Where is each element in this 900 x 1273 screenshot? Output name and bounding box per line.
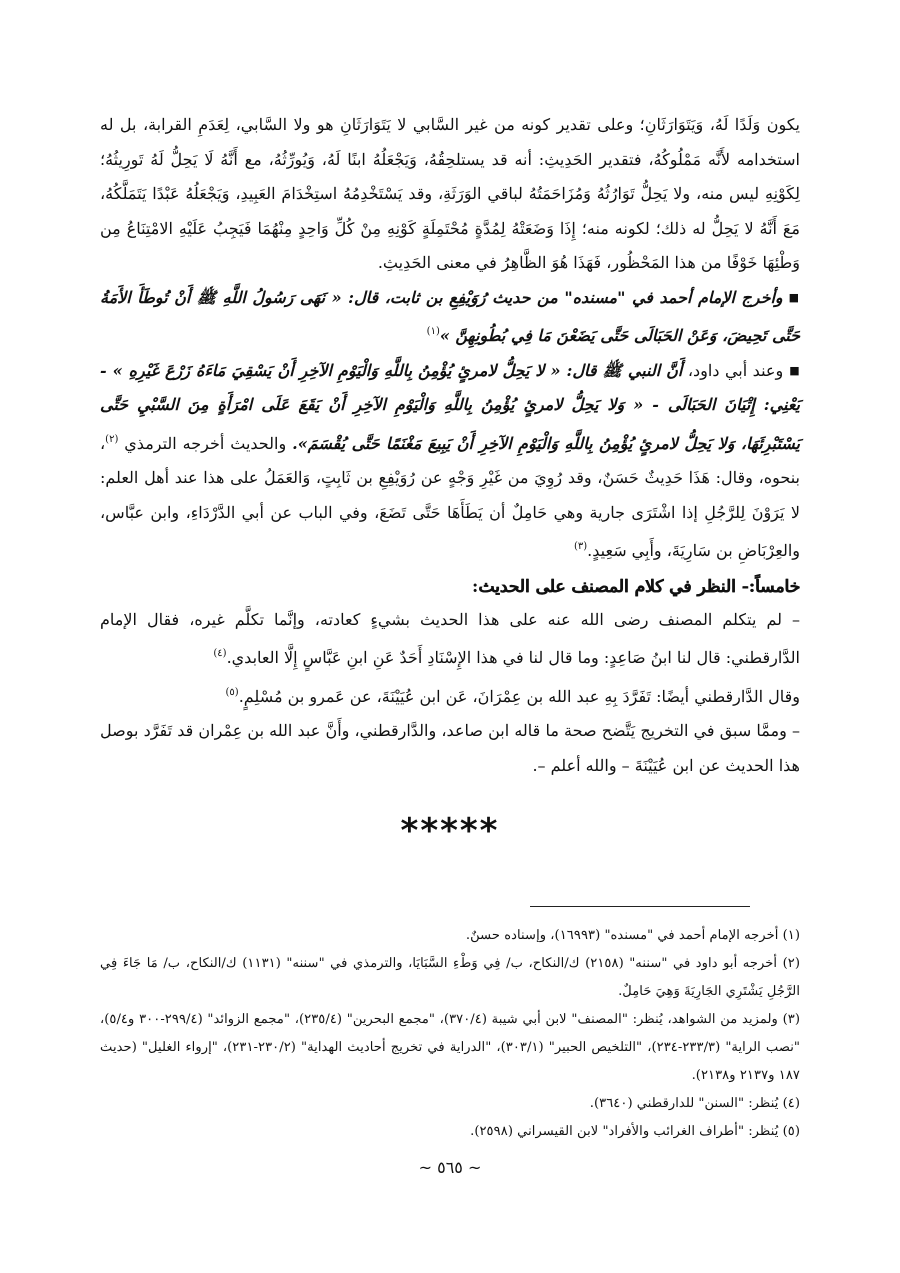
footnote-5: (٥) يُنظر: "أطراف الغرائب والأفراد" لابن القيسراني (٢٥٩٨). bbox=[470, 1124, 800, 1139]
footnote-1: (١) أخرجه الإمام أحمد في "مسنده" (١٦٩٩٣)، وإسناده حسنٌ. bbox=[465, 928, 800, 943]
footnote-ref-3: (٣) bbox=[573, 541, 588, 552]
section-heading-label: خامساً:- النظر في كلام المصنف على الحديث bbox=[478, 576, 800, 597]
tirmidhi-text-a: والحديث أخرجه الترمذي bbox=[118, 433, 293, 453]
section-heading-colon: : bbox=[471, 576, 479, 597]
footnote-2: (٢) أخرجه أبو داود في "سننه" (٢١٥٨) ك/النكاح، ب/ فِي وَطْءِ السَّبَايَا، والترمذي في "سننه" (١١٣١) ك/النكاح، ب/ مَا جَاءَ فِي الرَّجُلِ يَشْتَرِي الجَارِيَةَ وَهِيَ حَامِلٌ. bbox=[100, 956, 800, 999]
paragraph-1: يكون وَلَدًا لَهُ، وَيَتَوَارَثَانِ؛ وعلى تقدير كونه من غير السَّابي لا يَتَوَارَثَانِ هو ولا السَّابي، لِعَدَمِ القرابة، بل له استخدامه لأَنَّه مَمْلُوكُهُ، فتقدير الحَدِيثِ: أنه قد يستلحِقُهُ، وَيَجْعَلُهُ ابنًا لَهُ، وَيُورِّثُهُ، مع أَنَّهُ لَا يَحِلُّ لَهُ تَورِيثُهُ؛ لِكَوْنِهِ ليس منه، ولا يَحِلُّ تَوَارُثُهُ وَمُزَاحَمَتُهُ لباقي الوَرَثَةِ، وقد يَسْتَخْدِمُهُ استِخْدَامَ العَبِيدِ، وَيَجْعَلُهُ عَبْدًا يَتَمَلَّكُهُ، مَعَ أَنَّهُ لا يَحِلُّ له ذلك؛ لكونه منه؛ إِذَا وَضَعَتْهُ لِمُدَّةٍ مُحْتَمِلَةٍ كَوْنِهِ مِنْ كُلِّ وَاحِدٍ مِنْهُمَا فَيَجِبُ عَلَيْهِ الامْتِنَاعُ مِن وَطْئِهَا خَوْفًا من هذا المَحْظُور، فَهَذَا هُوَ الظَّاهِرُ في معنى الحَدِيثِ. bbox=[100, 115, 801, 272]
footnote-ref-1: (١) bbox=[426, 326, 440, 337]
daraqutni-text-1: – لم يتكلم المصنف رضى الله عنه على هذا الحديث بشيءٍ كعادته، وإنَّما تكلَّم غيره، فقال الإمام الدَّارقطني: قال لنا ابنُ صَاعِدٍ: وما قال لنا في هذا الإِسْنَادِ أَحَدٌ عَنِ ابنِ عَبَّاسٍ إِلَّا العابدي. bbox=[100, 609, 800, 667]
tirmidhi-text-b: ، بنحوه، وقال: هَذَا حَدِيثٌ حَسَنٌ، وقد رُوِيَ من غَيْرِ وَجْهٍ عن رُوَيْفِعِ بن ثَابِتٍ، وَالعَمَلُ على هذا عند أهل العلم: لا يَرَوْنَ لِلرَّجُلِ إذا اشْتَرَى جارية وهي حَامِلٌ أن يَطَأَهَا حَتَّى تَضَعَ، وفي الباب عن أبي الدَّرْدَاءِ، وابن عبَّاس، والعِرْبَاضِ بن سَارِيَةَ، وأَبِي سَعِيدٍ. bbox=[100, 433, 800, 560]
footnote-ref-4: (٤) bbox=[213, 648, 227, 659]
footnote-ref-5: (٥) bbox=[225, 686, 239, 698]
footnote-divider bbox=[530, 906, 750, 907]
paragraph-abu-dawud bbox=[100, 354, 800, 569]
footnote-3: (٣) ولمزيد من الشواهد، يُنظر: "المصنف" لابن أبي شيبة (٣٧٠/٤)، "مجمع البحرين" (٢٣٥/٤)، "مجمع الزوائد" (٢٩٩/٤-٣٠٠ و٥/٤)، "نصب الراية" (٢٣٣/٣-٢٣٤)، "التلخيص الحبير" (٣٠٣/١)، "الدراية في تخريج أحاديث الهداية" (٢٣٠/٢-٢٣١)، "إرواء الغليل" (حديث ١٨٧ و٢١٣٧ و٢١٣٨). bbox=[100, 1012, 800, 1083]
footnote-4: (٤) يُنظر: "السنن" للدارقطني (٣٦٤٠). bbox=[589, 1096, 800, 1111]
section-heading bbox=[100, 571, 800, 603]
hadith-text-abu-dawud: أَنَّ النبي ﷺ قال: « لا يَحِلُّ لامرئٍ يُؤْمِنُ بِاللَّهِ وَالْيَوْمِ الآخِرِ أَنْ يَسْقِيَ مَاءَهُ زَرْعَ غَيْرِهِ » - يَعْنِي: إِتْيَانَ الحَبَالَى - « وَلا يَحِلُّ لامرئٍ يُؤْمِنُ بِاللَّهِ وَالْيَوْمِ الآخِرِ أَنْ يَقَعَ عَلَى امْرَأَةٍ مِنَ السَّبْيِ حَتَّى يَسْتَبْرِئَهَا، وَلا يَحِلُّ لامرئٍ يُؤْمِنُ بِاللَّهِ وَالْيَوْمِ الآخِرِ أَنْ يَبِيعَ مَغْنَمًا حَتَّى يُقْسَمَ». bbox=[100, 360, 800, 453]
abu-dawud-intro: وعند أبي داود، bbox=[682, 360, 784, 380]
paragraph-daraqutni-2 bbox=[100, 676, 800, 715]
paragraph-conclusion: – وممَّا سبق في التخريج يَتَّضح صحة ما قاله ابن صاعد، والدَّارقطني، وأَنَّ عبد الله بن عِمْران قد تَفَرَّد بوصل هذا الحديث عن ابن عُيَيْنَةَ – والله أعلم –. bbox=[100, 721, 801, 775]
footnote-ref-2: (٢) bbox=[105, 433, 119, 445]
bullet-square-icon: ■ bbox=[788, 290, 800, 304]
ahmad-intro: وأخرج الإمام أحمد في "مسنده" من حديث رُوَيْفِعِ بن ثابت، قال: bbox=[341, 287, 783, 307]
section-separator: ***** bbox=[400, 811, 500, 851]
hadith-text-ahmad: « نَهَى رَسُولُ اللَّهِ ﷺ أَنْ تُوطَأَ الأَمَةُ حَتَّى تَحِيضَ، وَعَنْ الحَبَالَى حَتَّى يَضَعْنَ مَا فِي بُطُونِهِنَّ » bbox=[100, 287, 800, 345]
footnotes bbox=[100, 922, 800, 1146]
daraqutni-text-2: وقال الدَّارقطني أيضًا: تَفَرَّدَ بِهِ عبد الله بن عِمْرَانَ، عَن ابن عُيَيْنَةَ، عن عَمرو بن مُسْلِمٍ. bbox=[238, 686, 800, 706]
bullet-square-icon: ■ bbox=[789, 363, 800, 377]
paragraph-daraqutni-1 bbox=[100, 603, 800, 676]
page-number: ~ ٥٦٥ ~ bbox=[418, 1158, 482, 1177]
paragraph-ahmad bbox=[100, 281, 800, 354]
page-body bbox=[100, 108, 800, 851]
